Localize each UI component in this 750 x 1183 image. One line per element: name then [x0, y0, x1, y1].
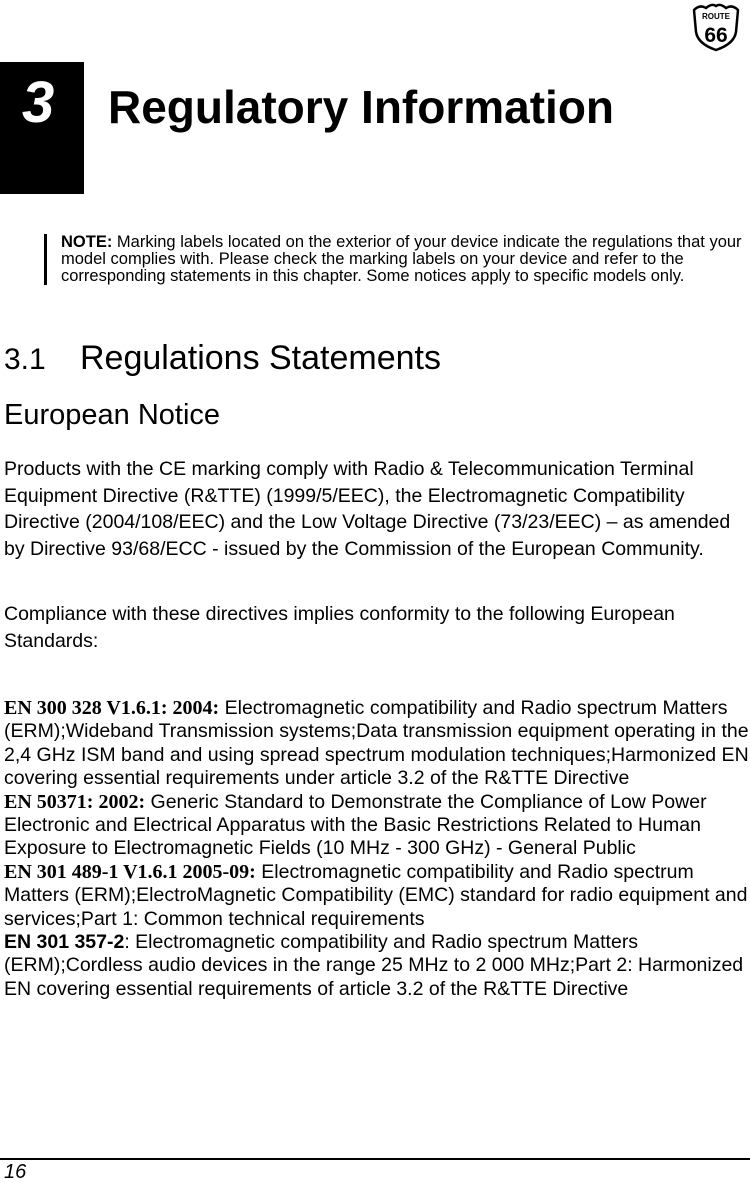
standard-item — [4, 931, 749, 1001]
route-66-shield-icon — [690, 2, 742, 52]
logo-route-text: ROUTE — [702, 12, 730, 21]
note-text: Marking labels located on the exterior of your device indicate the regulations that your model complies with. Please check the marking labels on your device and refer to the corresponding statements in this chapter. Some notices apply to specific models only. — [61, 233, 742, 285]
section-title: Regulations Statements — [80, 339, 441, 377]
standard-code: EN 50371: 2002: — [4, 790, 146, 813]
section-heading — [4, 338, 441, 379]
standard-description: : Electromagnetic compatibility and Radio spectrum Matters (ERM);Cordless audio devices in the range 25 MHz to 2 000 MHz;Part 2: Harmonized EN covering essential requirements of article 3.2 of the R&TTE Directive — [4, 931, 744, 1000]
standard-description: Generic Standard to Demonstrate the Compliance of Low Power Electronic and Electrical Apparatus with the Basic Restrictions Related to Human Exposure to Electromagnetic Fields (10 MHz - 300 GHz) - General Public — [4, 790, 707, 860]
section-number: 3.1 — [4, 343, 46, 376]
route-66-logo — [690, 2, 742, 52]
standard-code: EN 300 328 V1.6.1: 2004: — [4, 697, 220, 719]
chapter-number-box — [0, 62, 84, 194]
standard-item — [4, 791, 749, 861]
ce-marking-paragraph: Products with the CE marking comply with Radio & Telecommunication Terminal Equipment Directive (R&TTE) (1999/5/EEC), the Electromagnetic Compatibility Directive (2004/108/EEC) and the Low Voltage Directive (73/23/EEC) – as amended by Directive 93/68/ECC - issued by the Commission of the European Community. — [4, 458, 731, 560]
note-box — [44, 234, 748, 285]
standard-code: EN 301 489-1 V1.6.1 2005-09: — [4, 860, 256, 883]
standard-description: Electromagnetic compatibility and Radio spectrum Matters (ERM);Wideband Transmission systems;Data transmission equipment operating in the 2,4 GHz ISM band and using spread spectrum modulation techniques;Harmonized EN covering essential requirements under article 3.2 of the R&TTE Directive — [4, 697, 749, 790]
standards-list — [4, 697, 749, 1001]
standard-item — [4, 697, 749, 791]
page-number: 16 — [4, 1161, 27, 1183]
note-label: NOTE: — [61, 233, 113, 251]
subsection-heading: European Notice — [4, 399, 221, 431]
standard-item — [4, 861, 749, 931]
standard-description: Electromagnetic compatibility and Radio spectrum Matters (ERM);ElectroMagnetic Compatibility (EMC) standard for radio equipment and services;Part 1: Common technical requirements — [4, 860, 748, 930]
compliance-paragraph: Compliance with these directives implies conformity to the following European Standards: — [4, 603, 675, 652]
footer-divider — [0, 1158, 750, 1160]
chapter-number: 3 — [22, 70, 55, 135]
standard-code: EN 301 357-2 — [4, 931, 125, 954]
logo-number-text: 66 — [704, 24, 728, 47]
chapter-title: Regulatory Information — [108, 81, 615, 133]
